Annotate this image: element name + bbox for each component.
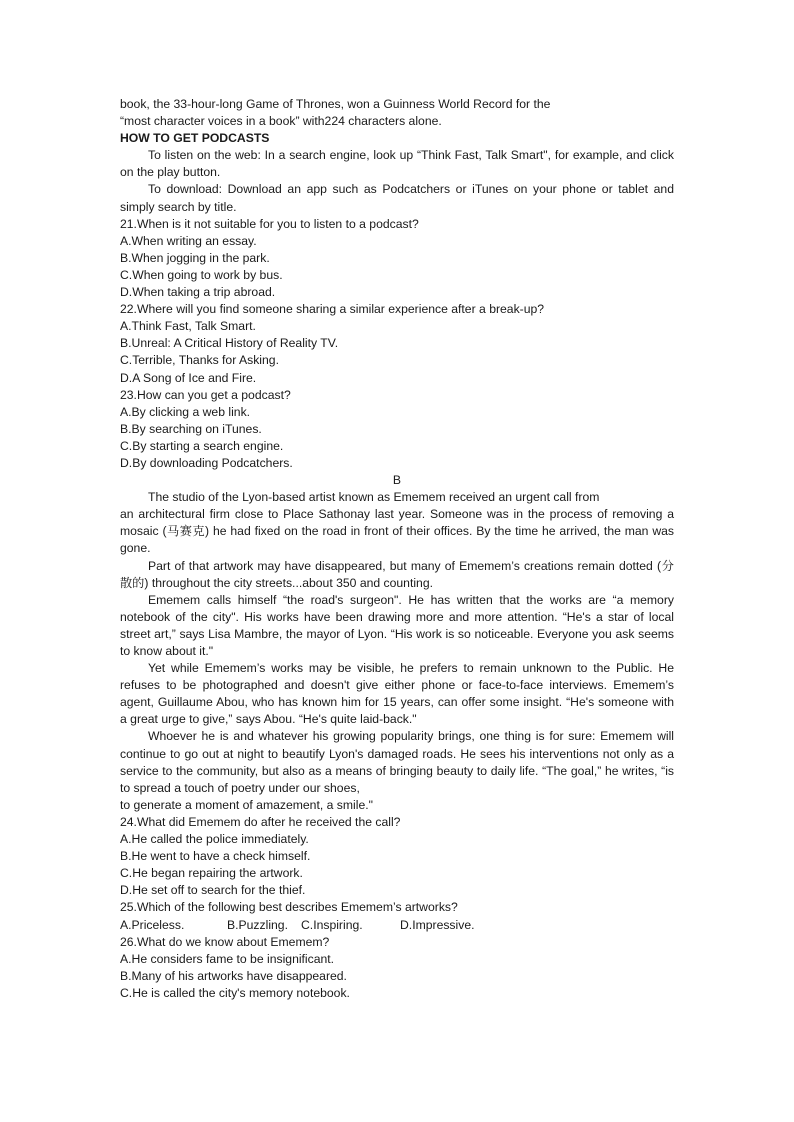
q21-option-a: A.When writing an essay. [120, 233, 257, 248]
q21-option-b: B.When jogging in the park. [120, 250, 270, 265]
q23-option-d: D.By downloading Podcatchers. [120, 455, 293, 470]
q26-option-a: A.He considers fame to be insignificant. [120, 951, 335, 966]
passage-b-p3: Ememem calls himself “the road's surgeon". He has written that the works are “a memory notebook of the city". His works have been drawing more and more attention. “He's a star of local street art,” says Lisa Mambre, the mayor of Lyon. “His work is so noticeable. Everyone you ask seems to know about it." [120, 592, 674, 658]
q22-option-b: B.Unreal: A Critical History of Reality TV. [120, 336, 339, 351]
q23-stem: 23.How can you get a podcast? [120, 387, 291, 402]
q24-option-b: B.He went to have a check himself. [120, 849, 311, 864]
q26-option-c: C.He is called the city's memory notebook. [120, 985, 350, 1000]
q21-option-d: D.When taking a trip abroad. [120, 285, 276, 300]
q26-stem: 26.What do we know about Ememem? [120, 934, 330, 949]
q25-option-a: A.Priceless. [120, 917, 185, 932]
intro-line-2: “most character voices in a book” with224 characters alone. [120, 114, 442, 129]
intro-line-1: book, the 33-hour-long Game of Thrones, won a Guinness World Record for the [120, 97, 551, 111]
q24-option-d: D.He set off to search for the thief. [120, 883, 306, 898]
how-listen-paragraph: To listen on the web: In a search engine, look up “Think Fast, Talk Smart", for example, and click on the play button. [120, 148, 674, 180]
passage-b-p1-first-line: The studio of the Lyon-based artist known as Ememem received an urgent call from [148, 490, 600, 505]
q25-stem: 25.Which of the following best describes Ememem’s artworks? [120, 900, 458, 915]
passage-b-p5-last: to generate a moment of amazement, a smile." [120, 797, 373, 812]
passage-b-p5: Whoever he is and whatever his growing popularity brings, one thing is for sure: Ememem will continue to go out at night to beautify Lyon's damaged roads. He sees his interventions not only as a service to the community, but also as a means of bringing beauty to daily life. “The goal,” he writes, “is to spread a touch of poetry under our shoes, [120, 729, 674, 795]
passage-b-p4: Yet while Ememem’s works may be visible, he prefers to remain unknown to the Public. He refuses to be photographed and doesn't give either phone or face-to-face interviews. Ememem’s agent, Guillaume Abou, who has known him for 15 years, can offer some insight. “He's someone with a great urge to give,” says Abou. “He's quite laid-back." [120, 661, 674, 727]
section-b-heading: B [392, 473, 402, 488]
q21-option-c: C.When going to work by bus. [120, 267, 283, 282]
q23-option-c: C.By starting a search engine. [120, 438, 284, 453]
q24-option-a: A.He called the police immediately. [120, 832, 309, 847]
q25-option-d: D.Impressive. [400, 917, 475, 932]
q22-stem: 22.Where will you find someone sharing a similar experience after a break-up? [120, 302, 545, 317]
q22-option-a: A.Think Fast, Talk Smart. [120, 319, 256, 334]
q24-option-c: C.He began repairing the artwork. [120, 866, 303, 881]
q21-stem: 21.When is it not suitable for you to listen to a podcast? [120, 216, 419, 231]
q22-option-d: D.A Song of Ice and Fire. [120, 370, 257, 385]
q26-option-b: B.Many of his artworks have disappeared. [120, 968, 347, 983]
how-download-paragraph: To download: Download an app such as Podcatchers or iTunes on your phone or tablet and simply search by title. [120, 182, 674, 214]
q25-options [120, 917, 674, 934]
exam-page [120, 96, 674, 1002]
passage-b-p1-rest: an architectural firm close to Place Sathonay last year. Someone was in the process of removing a mosaic (马赛克) he had fixed on the road in front of their offices. By the time he arrived, the man was gone. [120, 507, 674, 556]
q25-option-c: C.Inspiring. [301, 917, 363, 932]
q23-option-a: A.By clicking a web link. [120, 404, 251, 419]
q23-option-b: B.By searching on iTunes. [120, 421, 262, 436]
q25-option-b: B.Puzzling. [227, 917, 288, 932]
passage-b-p2: Part of that artwork may have disappeared, but many of Ememem’s creations remain dotted (分散的) throughout the city streets...about 350 and counting. [120, 558, 674, 590]
q24-stem: 24.What did Ememem do after he received the call? [120, 814, 401, 829]
how-heading: HOW TO GET PODCASTS [120, 131, 270, 146]
q22-option-c: C.Terrible, Thanks for Asking. [120, 353, 279, 368]
